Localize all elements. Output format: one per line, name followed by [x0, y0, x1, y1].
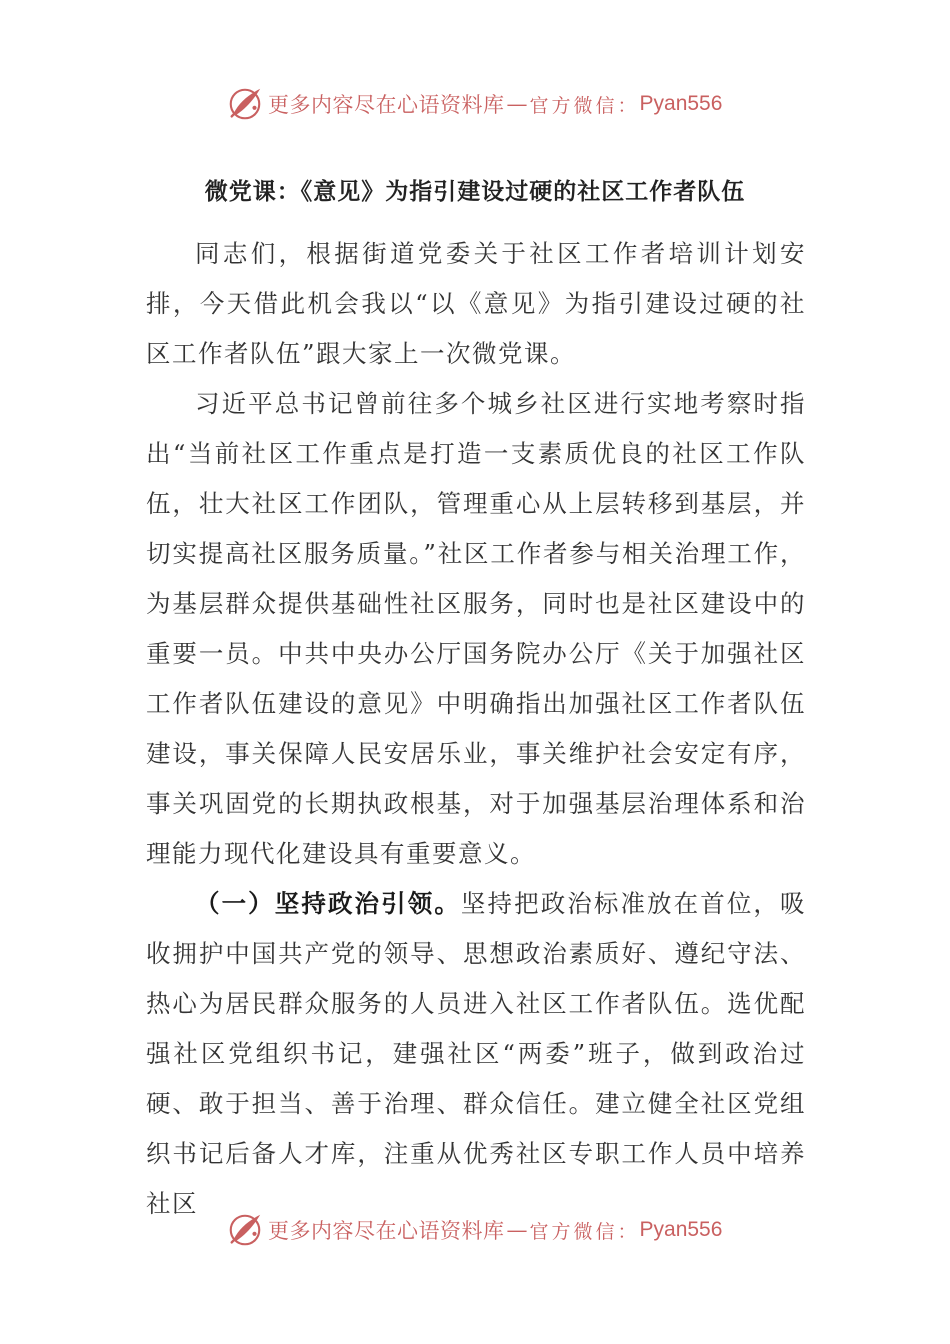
footer-watermark	[226, 1208, 722, 1252]
watermark-wechat-label: 官方微信：	[529, 1220, 640, 1243]
watermark-text: 更多内容尽在心语资料库	[268, 93, 505, 117]
watermark-wechat-id: Pyan556	[639, 92, 723, 115]
pen-nib-logo-icon	[226, 85, 264, 123]
paragraph-text: 坚持把政治标准放在首位，吸收拥护中国共产党的领导、思想政治素质好、遵纪守法、热心为居民群众服务的人员进入社区工作者队伍。选优配强社区党组织书记，建强社区“两委”班子，做到政治过硬、敢于担当、善于治理、群众信任。建立健全社区党组织书记后备人才库，注重从优秀社区专职工作人员中培养社区	[146, 889, 807, 1218]
watermark-separator: —	[506, 1218, 528, 1242]
section-heading: （一）坚持政治引领。	[195, 889, 461, 918]
watermark-wechat-label: 官方微信：	[529, 94, 640, 117]
header-watermark	[226, 82, 722, 126]
paragraph-quote	[146, 379, 806, 879]
paragraph-intro	[146, 229, 806, 379]
watermark-wechat-id: Pyan556	[639, 1218, 723, 1241]
paragraph-section-1	[146, 879, 806, 1229]
document-body	[146, 229, 806, 1229]
document-title: 微党课：《意见》为指引建设过硬的社区工作者队伍	[204, 178, 746, 205]
paragraph-text: 习近平总书记曾前往多个城乡社区进行实地考察时指出“当前社区工作重点是打造一支素质优良的社区工作队伍，壮大社区工作团队，管理重心从上层转移到基层，并切实提高社区服务质量。”社区工作者参与相关治理工作，为基层群众提供基础性社区服务，同时也是社区建设中的重要一员。中共中央办公厅国务院办公厅《关于加强社区工作者队伍建设的意见》中明确指出加强社区工作者队伍建设，事关保障人民安居乐业，事关维护社会安定有序，事关巩固党的长期执政根基，对于加强基层治理体系和治理能力现代化建设具有重要意义。	[146, 389, 806, 868]
watermark-separator: —	[506, 92, 528, 116]
pen-nib-logo-icon	[226, 1211, 264, 1249]
watermark-text: 更多内容尽在心语资料库	[268, 1219, 505, 1243]
paragraph-text: 同志们，根据街道党委关于社区工作者培训计划安排，今天借此机会我以“以《意见》为指引建设过硬的社区工作者队伍”跟大家上一次微党课。	[146, 239, 806, 368]
